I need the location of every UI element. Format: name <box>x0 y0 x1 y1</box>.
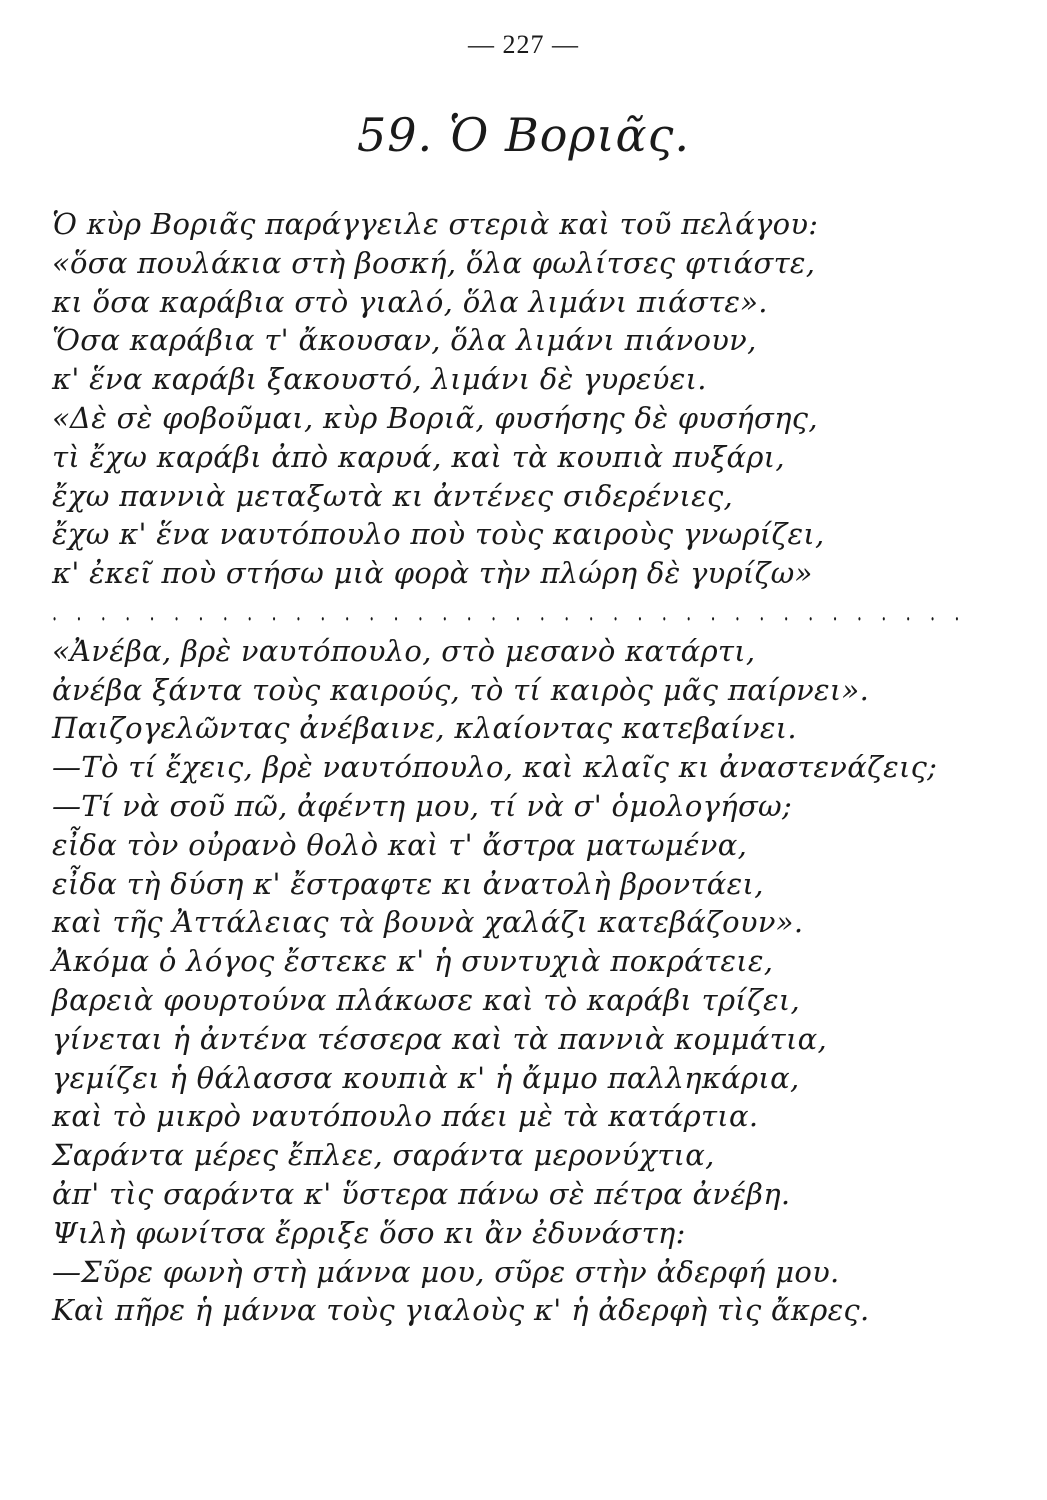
poem-line: ἀνέβα ξάντα τοὺς καιρούς, τὸ τί καιρὸς μᾶς παίρνει». <box>52 672 870 707</box>
poem-line: βαρειὰ φουρτούνα πλάκωσε καὶ τὸ καράβι τρίζει, <box>52 982 801 1017</box>
poem-line: Ἀκόμα ὁ λόγος ἔστεκε κ' ἡ συντυχιὰ ποκράτειε, <box>52 944 774 979</box>
poem-title: 59. Ὁ Βοριᾶς. <box>357 108 690 162</box>
poem-line: Παιζογελῶντας ἀνέβαινε, κλαίοντας κατεβαίνει. <box>52 711 797 746</box>
poem-line: Ὅσα καράβια τ' ἄκουσαν, ὅλα λιμάνι πιάνουν, <box>52 323 757 358</box>
poem-line: κι ὅσα καράβια στὸ γιαλό, ὅλα λιμάνι πιάστε». <box>52 284 768 319</box>
poem-line: —Σῦρε φωνὴ στὴ μάννα μου, σῦρε στὴν ἀδερφή μου. <box>52 1254 840 1289</box>
poem-line: κ' ἐκεῖ ποὺ στήσω μιὰ φορὰ τὴν πλώρη δὲ γυρίζω» <box>52 556 813 591</box>
poem-line: καὶ τῆς Ἀττάλειας τὰ βουνὰ χαλάζι κατεβάζουν». <box>52 905 804 940</box>
poem-line: γεμίζει ἡ θάλασσα κουπιὰ κ' ἡ ἄμμο παλληκάρια, <box>52 1060 800 1095</box>
poem-line: Ψιλὴ φωνίτσα ἔρριξε ὅσο κι ἂν ἐδυνάστη: <box>52 1215 686 1250</box>
poem-line: καὶ τὸ μικρὸ ναυτόπουλο πάει μὲ τὰ κατάρτια. <box>52 1099 759 1134</box>
poem-line: ἀπ' τὶς σαράντα κ' ὕστερα πάνω σὲ πέτρα ἀνέβη. <box>52 1176 791 1211</box>
page-number: — 227 — <box>468 30 579 59</box>
poem-line: «Δὲ σὲ φοβοῦμαι, κὺρ Βοριᾶ, φυσήσης δὲ φυσήσης, <box>52 400 818 435</box>
poem-line: —Τί νὰ σοῦ πῶ, ἀφέντη μου, τί νὰ σ' ὁμολογήσω; <box>52 788 793 823</box>
poem-line: Σαράντα μέρες ἔπλεε, σαράντα μερονύχτια, <box>52 1138 715 1173</box>
poem-line: ἔχω κ' ἕνα ναυτόπουλο ποὺ τοὺς καιροὺς γνωρίζει, <box>52 517 825 552</box>
poem-line: εἶδα τὴ δύση κ' ἔστραφτε κι ἀνατολὴ βροντάει, <box>52 866 764 901</box>
poem-line: εἶδα τὸν οὐρανὸ θολὸ καὶ τ' ἄστρα ματωμένα, <box>52 827 748 862</box>
ellipsis-separator: . . . . . . . . . . . . . . . . . . . . . . . . . . . . . . . . . . . . . . <box>52 596 967 627</box>
poem-line: τὶ ἔχω καράβι ἀπὸ καρυά, καὶ τὰ κουπιὰ πυξάρι, <box>52 439 785 474</box>
poem-line: γίνεται ἡ ἀντένα τέσσερα καὶ τὰ παννιὰ κομμάτια, <box>52 1021 828 1056</box>
poem-line: κ' ἕνα καράβι ξακουστό, λιμάνι δὲ γυρεύει. <box>52 362 707 397</box>
poem-line: «Ἀνέβα, βρὲ ναυτόπουλο, στὸ μεσανὸ κατάρτι, <box>52 633 756 668</box>
poem-line: —Τὸ τί ἔχεις, βρὲ ναυτόπουλο, καὶ κλαῖς κι ἀναστενάζεις; <box>52 750 938 785</box>
poem-line: Καὶ πῆρε ἡ μάννα τοὺς γιαλοὺς κ' ἡ ἀδερφὴ τὶς ἄκρες. <box>52 1293 870 1328</box>
poem-line: «ὅσα πουλάκια στὴ βοσκή, ὅλα φωλίτσες φτιάστε, <box>52 245 816 280</box>
poem-line: ἔχω παννιὰ μεταξωτὰ κι ἀντένες σιδερένιες, <box>52 478 734 513</box>
poem-line: Ὁ κὺρ Βοριᾶς παράγγειλε στεριὰ καὶ τοῦ πελάγου: <box>52 207 819 241</box>
poem-body <box>52 205 967 1330</box>
